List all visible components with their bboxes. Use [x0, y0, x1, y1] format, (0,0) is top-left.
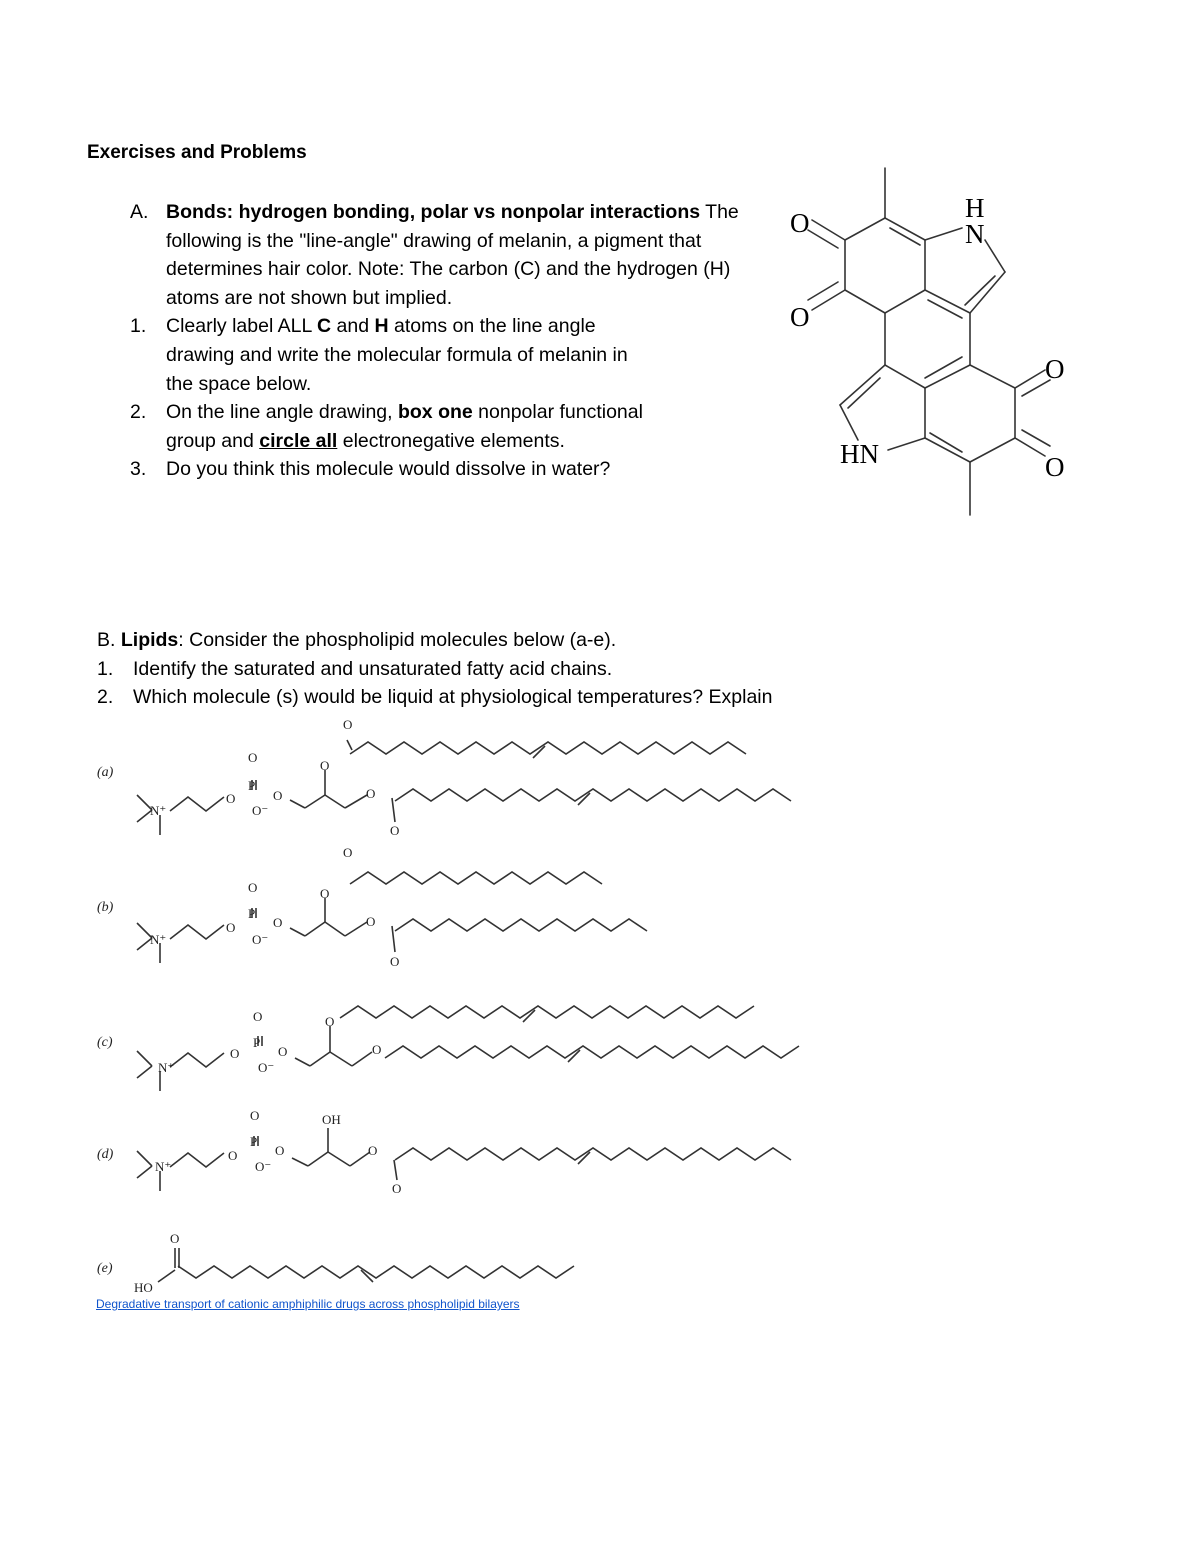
section-b-marker: B. [97, 629, 116, 651]
svg-text:P: P [248, 778, 256, 793]
melanin-h-top: H [965, 193, 985, 223]
svg-text:O: O [253, 1009, 263, 1024]
svg-text:O: O [273, 915, 283, 930]
section-a-intro: The following is the "line-angle" drawing of melanin, a pigment that determines hair color. Note: The carbon (C) and the hydrogen (H) atoms are not shown but implied. [166, 201, 739, 309]
label-a: (a) [97, 765, 114, 780]
svg-text:O: O [343, 717, 353, 732]
question-b2: 2. Which molecule (s) would be liquid at physiological temperatures? Explain [97, 686, 773, 709]
svg-text:O: O [248, 750, 258, 765]
svg-text:O: O [320, 886, 330, 901]
melanin-o-bottom-left: O [790, 302, 810, 332]
phospholipid-structures [90, 712, 810, 1297]
svg-text:O: O [325, 1014, 335, 1029]
question-a1: 1. Clearly label ALL C and H atoms on the line angle drawing and write the molecular formula of melanin in the space below. [130, 315, 628, 395]
section-b-title: Lipids [120, 629, 179, 651]
label-d: (d) [97, 1147, 114, 1162]
svg-text:O: O [170, 1231, 180, 1246]
svg-text:O: O [250, 1108, 260, 1123]
question-b1: 1. Identify the saturated and unsaturated fatty acid chains. [97, 657, 613, 680]
question-a3: 3. Do you think this molecule would dissolve in water? [130, 458, 611, 481]
svg-text:OH: OH [322, 1112, 341, 1127]
svg-text:O: O [228, 1148, 238, 1163]
svg-text:N⁺: N⁺ [150, 803, 167, 818]
svg-text:N⁺: N⁺ [158, 1060, 175, 1075]
svg-text:O: O [226, 791, 236, 806]
source-link[interactable]: Degradative transport of cationic amphiphilic drugs across phospholipid bilayers [96, 1297, 520, 1311]
svg-text:O: O [278, 1044, 288, 1059]
svg-text:O⁻: O⁻ [252, 932, 269, 947]
melanin-o-bottom-right: O [1045, 452, 1065, 482]
section-a-title: Bonds: hydrogen bonding, polar vs nonpolar interactions [166, 201, 701, 223]
svg-text:O: O [320, 758, 330, 773]
svg-text:O⁻: O⁻ [252, 803, 269, 818]
melanin-o-top-right: O [1045, 354, 1065, 384]
svg-text:O: O [343, 845, 353, 860]
svg-text:P: P [253, 1035, 261, 1050]
melanin-structure [780, 160, 1080, 525]
label-e: (e) [97, 1261, 113, 1276]
svg-text:N⁺: N⁺ [155, 1159, 172, 1174]
svg-text:O⁻: O⁻ [255, 1159, 272, 1174]
svg-text:O: O [230, 1046, 240, 1061]
svg-text:O: O [248, 880, 258, 895]
melanin-o-top-left: O [790, 208, 810, 238]
svg-text:HO: HO [134, 1280, 153, 1295]
melanin-hn-bottom: HN [840, 439, 879, 469]
svg-text:O: O [392, 1181, 402, 1196]
page-heading: Exercises and Problems [87, 142, 307, 163]
svg-text:O⁻: O⁻ [258, 1060, 275, 1075]
label-c: (c) [97, 1035, 113, 1050]
svg-text:O: O [273, 788, 283, 803]
section-b-intro: : Consider the phospholipid molecules below (a-e). [178, 629, 617, 651]
melanin-n-top: N [965, 219, 985, 249]
section-a [130, 198, 740, 484]
svg-text:O: O [368, 1143, 378, 1158]
section-a-marker: A. [130, 201, 149, 223]
svg-text:O: O [226, 920, 236, 935]
svg-text:N⁺: N⁺ [150, 932, 167, 947]
svg-text:P: P [250, 1134, 258, 1149]
svg-text:P: P [248, 906, 256, 921]
svg-text:O: O [366, 786, 376, 801]
section-b [97, 626, 997, 712]
svg-text:O: O [372, 1042, 382, 1057]
svg-text:O: O [275, 1143, 285, 1158]
question-a2: 2. On the line angle drawing, box one nonpolar functional group and circle all electronegative elements. [130, 401, 643, 452]
svg-text:O: O [390, 823, 400, 838]
svg-text:O: O [390, 954, 400, 969]
svg-text:O: O [366, 914, 376, 929]
label-b: (b) [97, 900, 114, 915]
